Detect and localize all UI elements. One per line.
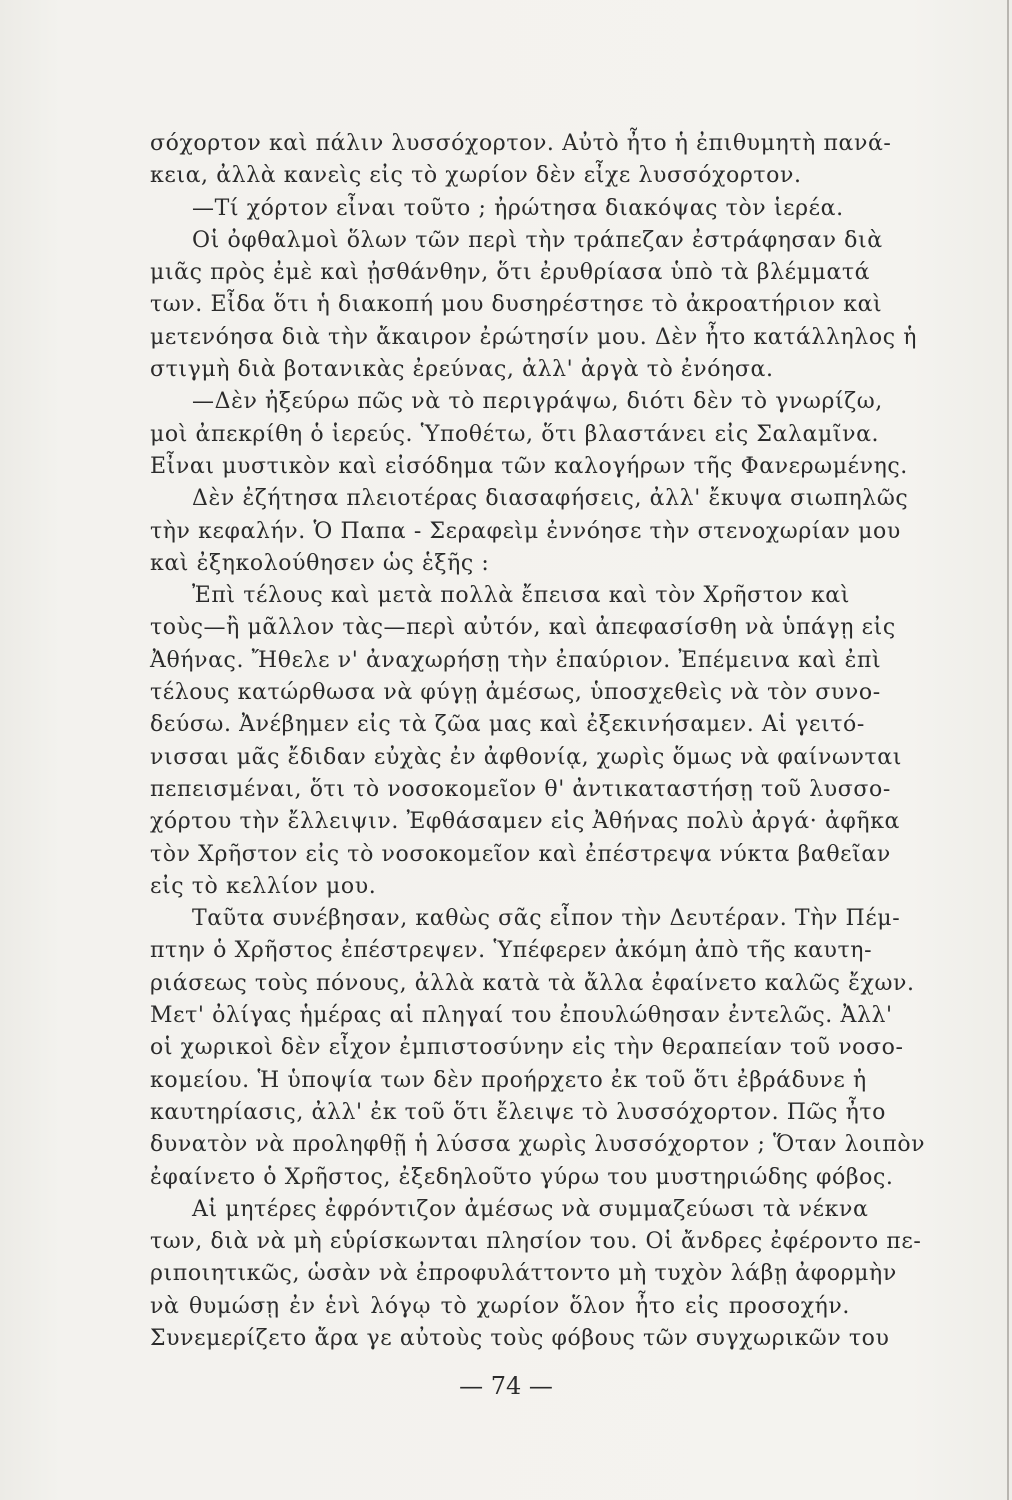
text-line: κεια, ἀλλὰ κανεὶς εἰς τὸ χωρίον δὲν εἶχε λυσσόχορτον. [150,163,802,189]
text-line: Ἐπὶ τέλους καὶ μετὰ πολλὰ ἔπεισα καὶ τὸν Χρῆστον καὶ [192,583,850,609]
text-line: των. Εἶδα ὅτι ἡ διακοπή μου δυσηρέστησε τὸ ἀκροατήριον καὶ [150,292,883,318]
text-line: Δὲν ἐζήτησα πλειοτέρας διασαφήσεις, ἀλλ' ἔκυψα σιωπηλῶς [192,486,909,512]
text-line: Εἶναι μυστικὸν καὶ εἰσόδημα τῶν καλογήρων τῆς Φανερωμένης. [150,453,908,479]
text-line: Μετ' ὀλίγας ἡμέρας αἱ πληγαί του ἐπουλώθησαν ἐντελῶς. Ἀλλ' [150,1003,893,1029]
text-line: των, διὰ νὰ μὴ εὑρίσκωνται πλησίον του. Οἱ ἄνδρες ἐφέροντο πε- [150,1229,922,1255]
text-line: Ἀθήνας. Ἤθελε ν' ἀναχωρήσῃ τὴν ἐπαύριον. Ἐπέμεινα καὶ ἐπὶ [150,647,882,673]
text-line: τὴν κεφαλήν. Ὁ Παπα - Σεραφεὶμ ἐννόησε τὴν στενοχωρίαν μου [150,518,901,544]
page-edge [1007,0,1009,1500]
text-line: κομείου. Ἡ ὑποψία των δὲν προήρχετο ἐκ τοῦ ὅτι ἐβράδυνε ἡ [150,1067,867,1093]
text-line: νὰ θυμώσῃ ἐν ἑνὶ λόγῳ τὸ χωρίον ὅλον ἦτο εἰς προσοχήν. [150,1293,850,1319]
text-line: σόχορτον καὶ πάλιν λυσσόχορτον. Αὐτὸ ἦτο ἡ ἐπιθυμητὴ πανά- [150,131,892,156]
text-line: χόρτου τὴν ἔλλειψιν. Ἐφθάσαμεν εἰς Ἀθήνας πολὺ ἀργά· ἀφῆκα [150,809,901,835]
text-line: μιᾶς πρὸς ἐμὲ καὶ ᾐσθάνθην, ὅτι ἐρυθρίασα ὑπὸ τὰ βλέμματά [150,260,871,286]
text-line: τὸν Χρῆστον εἰς τὸ νοσοκομεῖον καὶ ἐπέστρεψα νύκτα βαθεῖαν [150,841,891,867]
text-line: καυτηρίασις, ἀλλ' ἐκ τοῦ ὅτι ἔλειψε τὸ λυσσόχορτον. Πῶς ἦτο [150,1099,886,1125]
text-line: Αἱ μητέρες ἐφρόντιζον ἀμέσως νὰ συμμαζεύωσι τὰ νέκνα [192,1196,869,1222]
text-line: καὶ ἐξηκολούθησεν ὡς ἑξῆς : [150,550,490,576]
text-line: μετενόησα διὰ τὴν ἄκαιρον ἐρώτησίν μου. Δὲν ἦτο κατάλληλος ἡ [150,324,917,350]
text-line: ριάσεως τοὺς πόνους, ἀλλὰ κατὰ τὰ ἄλλα ἐφαίνετο καλῶς ἔχων. [150,970,915,996]
text-line: τέλους κατώρθωσα νὰ φύγῃ ἀμέσως, ὑποσχεθεὶς νὰ τὸν συνο- [150,680,881,706]
text-line: τοὺς—ἢ μᾶλλον τὰς—περὶ αὐτόν, καὶ ἀπεφασίσθη νὰ ὑπάγῃ εἰς [150,615,896,641]
text-line: στιγμὴ διὰ βοτανικὰς ἐρεύνας, ἀλλ' ἀργὰ τὸ ἐνόησα. [150,357,774,383]
text-line: εἰς τὸ κελλίον μου. [150,873,377,899]
text-line: Ταῦτα συνέβησαν, καθὼς σᾶς εἶπον τὴν Δευτέραν. Τὴν Πέμ- [192,906,901,932]
text-line: πεπεισμέναι, ὅτι τὸ νοσοκομεῖον θ' ἀντικαταστήσῃ τοῦ λυσσο- [150,776,891,802]
text-line: Οἱ ὀφθαλμοὶ ὅλων τῶν περὶ τὴν τράπεζαν ἐστράφησαν διὰ [192,227,883,253]
text-line: οἱ χωρικοὶ δὲν εἶχον ἐμπιστοσύνην εἰς τὴν θεραπείαν τοῦ νοσο- [150,1035,904,1061]
text-line: —Δὲν ἠξεύρω πῶς νὰ τὸ περιγράψω, διότι δὲν τὸ γνωρίζω, [192,389,883,415]
text-line: Συνεμερίζετο ἄρα γε αὐτοὺς τοὺς φόβους τῶν συγχωρικῶν του [150,1325,890,1351]
text-line: δεύσω. Ἀνέβημεν εἰς τὰ ζῶα μας καὶ ἐξεκινήσαμεν. Αἱ γειτό- [150,712,865,738]
text-line: —Τί χόρτον εἶναι τοῦτο ; ἠρώτησα διακόψας τὸν ἱερέα. [192,195,844,221]
text-line: ριποιητικῶς, ὡσὰν νὰ ἐπροφυλάττοντο μὴ τυχὸν λάβῃ ἀφορμὴν [150,1261,897,1287]
body-text [150,128,926,1355]
text-line: νισσαι μᾶς ἔδιδαν εὐχὰς ἐν ἀφθονίᾳ, χωρὶς ὅμως νὰ φαίνωνται [150,744,902,770]
text-line: ἐφαίνετο ὁ Χρῆστος, ἐξεδηλοῦτο γύρω του μυστηριώδης φόβος. [150,1164,894,1190]
page-number: — 74 — [459,1372,553,1400]
text-line: μοὶ ἀπεκρίθη ὁ ἱερεύς. Ὑποθέτω, ὅτι βλαστάνει εἰς Σαλαμῖνα. [150,421,880,447]
text-line: δυνατὸν νὰ προληφθῇ ἡ λύσσα χωρὶς λυσσόχορτον ; Ὅταν λοιπὸν [150,1132,926,1158]
text-line: πτην ὁ Χρῆστος ἐπέστρεψεν. Ὑπέφερεν ἀκόμη ἀπὸ τῆς καυτη- [150,938,873,964]
